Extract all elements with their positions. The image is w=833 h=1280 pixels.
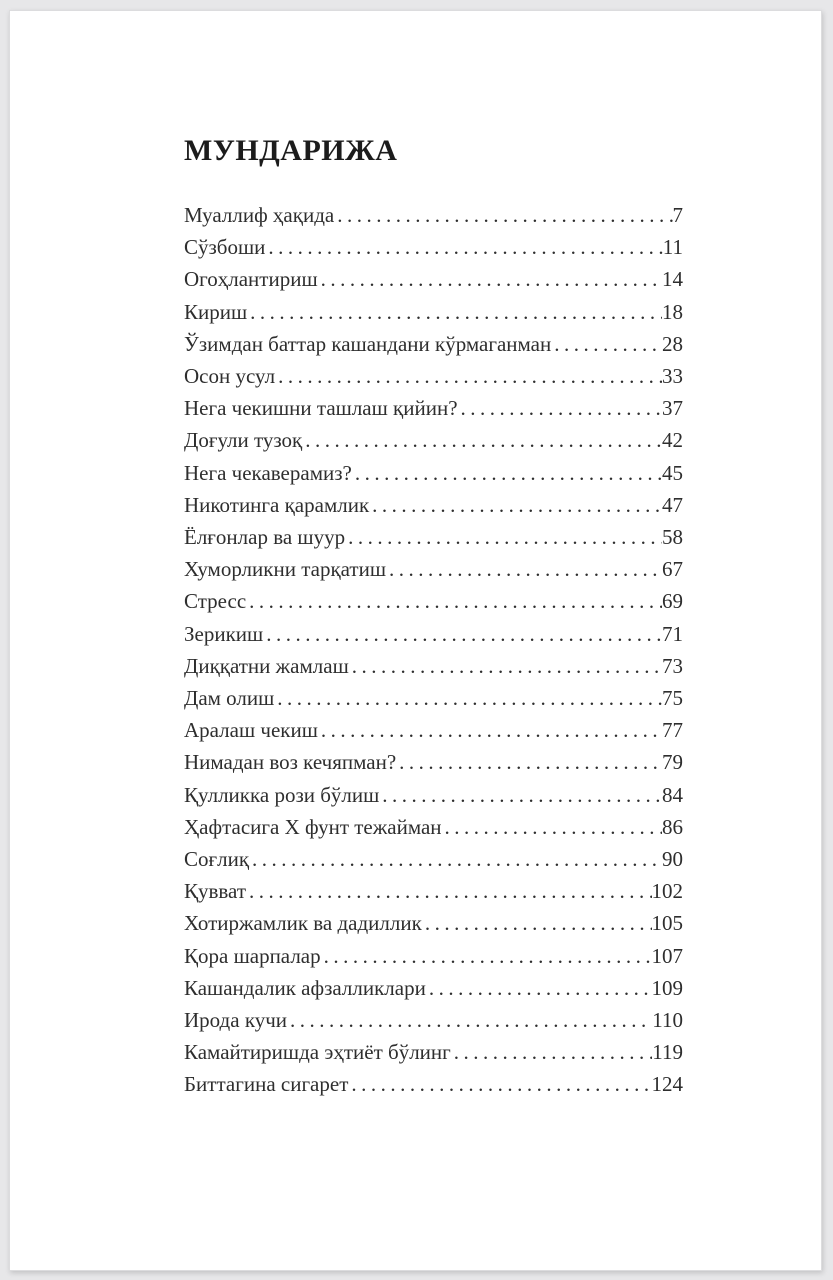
toc-entry xyxy=(184,940,683,972)
toc-entry-page: 11 xyxy=(662,235,683,260)
dot-leader xyxy=(302,424,662,456)
toc-entry xyxy=(184,392,683,424)
toc-entry xyxy=(184,521,683,553)
dot-leader xyxy=(426,972,652,1004)
toc-entry-page: 102 xyxy=(651,879,683,904)
toc-entry-label: Дам олиш xyxy=(184,686,275,711)
dot-leader xyxy=(348,1068,651,1100)
toc-entry-label: Қора шарпалар xyxy=(184,943,321,968)
dot-leader xyxy=(318,263,662,295)
toc-entry-page: 109 xyxy=(651,975,683,1000)
toc-entry xyxy=(184,779,683,811)
toc-entry xyxy=(184,746,683,778)
toc-entry xyxy=(184,1036,683,1068)
toc-entry xyxy=(184,650,683,682)
toc-entry-label: Соғлиқ xyxy=(184,847,250,872)
toc-entry-page: 47 xyxy=(662,492,683,517)
toc-entry-page: 107 xyxy=(651,943,683,968)
dot-leader xyxy=(287,1004,652,1036)
toc-entry-page: 18 xyxy=(662,299,683,324)
toc-entry-page: 14 xyxy=(662,267,683,292)
dot-leader xyxy=(352,457,662,489)
toc-entry-page: 42 xyxy=(662,428,683,453)
toc-entry-label: Кириш xyxy=(184,299,248,324)
toc-entry xyxy=(184,714,683,746)
toc-entry-page: 86 xyxy=(662,814,683,839)
dot-leader xyxy=(334,199,672,231)
dot-leader xyxy=(246,875,651,907)
toc-entry xyxy=(184,907,683,939)
toc-entry-label: Сўзбоши xyxy=(184,235,266,260)
toc-entry-page: 84 xyxy=(662,782,683,807)
book-page xyxy=(9,10,822,1271)
toc-entry-label: Ирода кучи xyxy=(184,1008,288,1033)
toc-entry-page: 75 xyxy=(662,686,683,711)
dot-leader xyxy=(275,360,662,392)
toc-entry-label: Диққатни жамлаш xyxy=(184,653,349,678)
toc-entry xyxy=(184,263,683,295)
toc-entry-label: Нимадан воз кечяпман? xyxy=(184,750,397,775)
toc-entry-label: Аралаш чекиш xyxy=(184,718,318,743)
toc-entry-label: Хуморликни тарқатиш xyxy=(184,557,387,582)
toc-entry-page: 28 xyxy=(662,331,683,356)
toc-entry-label: Зерикиш xyxy=(184,621,264,646)
dot-leader xyxy=(386,553,662,585)
toc-entry xyxy=(184,875,683,907)
toc-entry-page: 37 xyxy=(662,396,683,421)
toc-entry-label: Огоҳлантириш xyxy=(184,267,318,292)
dot-leader xyxy=(396,746,662,778)
toc-entry xyxy=(184,328,683,360)
toc-entry-page: 124 xyxy=(651,1072,683,1097)
toc-entry-page: 45 xyxy=(662,460,683,485)
dot-leader xyxy=(379,779,662,811)
toc-entry xyxy=(184,360,683,392)
toc-entry xyxy=(184,682,683,714)
toc-entry xyxy=(184,1004,683,1036)
dot-leader xyxy=(451,1036,653,1068)
toc-entry-label: Нега чекаверамиз? xyxy=(184,460,352,485)
toc-entry-label: Ёлғонлар ва шуур xyxy=(184,525,346,550)
toc-entry-label: Хотиржамлик ва дадиллик xyxy=(184,911,422,936)
toc-entry xyxy=(184,618,683,650)
dot-leader xyxy=(246,585,662,617)
toc-list xyxy=(184,199,683,1101)
dot-leader xyxy=(442,811,662,843)
dot-leader xyxy=(247,296,662,328)
dot-leader xyxy=(422,907,652,939)
toc-entry-label: Осон усул xyxy=(184,364,276,389)
toc-entry-label: Қувват xyxy=(184,879,247,904)
toc-entry xyxy=(184,811,683,843)
toc-entry-page: 77 xyxy=(662,718,683,743)
toc-entry-page: 79 xyxy=(662,750,683,775)
toc-entry-page: 119 xyxy=(652,1040,683,1065)
toc-entry xyxy=(184,199,683,231)
toc-entry xyxy=(184,296,683,328)
toc-entry-page: 71 xyxy=(662,621,683,646)
toc-entry-page: 33 xyxy=(662,364,683,389)
toc-entry-label: Муаллиф ҳақида xyxy=(184,203,335,227)
dot-leader xyxy=(265,231,662,263)
toc-entry-page: 67 xyxy=(662,557,683,582)
toc-entry-page: 73 xyxy=(662,653,683,678)
toc-entry-page: 58 xyxy=(662,525,683,550)
toc-entry xyxy=(184,457,683,489)
dot-leader xyxy=(263,618,662,650)
dot-leader xyxy=(321,940,652,972)
page-title: МУНДАРИЖА xyxy=(184,134,398,167)
toc-entry-label: Стресс xyxy=(184,589,247,614)
dot-leader xyxy=(249,843,662,875)
toc-entry-label: Кашандалик афзалликлари xyxy=(184,975,426,1000)
toc-entry-label: Ҳафтасига Х фунт тежайман xyxy=(184,814,442,839)
toc-entry xyxy=(184,231,683,263)
toc-entry-page: 90 xyxy=(662,847,683,872)
toc-entry-label: Нега чекишни ташлаш қийин? xyxy=(184,396,458,421)
toc-entry-label: Камайтиришда эҳтиёт бўлинг xyxy=(184,1040,451,1065)
toc-entry xyxy=(184,1068,683,1100)
toc-entry-label: Қулликка рози бўлиш xyxy=(184,782,380,807)
toc-entry-page: 7 xyxy=(672,203,683,227)
dot-leader xyxy=(369,489,662,521)
toc-entry-label: Ўзимдан баттар кашандани кўрмаганман xyxy=(184,331,552,356)
toc-entry-page: 105 xyxy=(651,911,683,936)
toc-entry-label: Доғули тузоқ xyxy=(184,428,303,453)
toc-entry-page: 69 xyxy=(662,589,683,614)
toc-entry-label: Биттагина сигарет xyxy=(184,1072,349,1097)
dot-leader xyxy=(458,392,662,424)
toc-entry xyxy=(184,585,683,617)
toc-entry-label: Никотинга қарамлик xyxy=(184,492,370,517)
dot-leader xyxy=(274,682,662,714)
dot-leader xyxy=(349,650,662,682)
toc-entry xyxy=(184,553,683,585)
toc-entry xyxy=(184,843,683,875)
toc-entry xyxy=(184,489,683,521)
dot-leader xyxy=(551,328,662,360)
toc-entry xyxy=(184,424,683,456)
dot-leader xyxy=(318,714,662,746)
dot-leader xyxy=(345,521,662,553)
toc-entry-page: 110 xyxy=(652,1008,683,1033)
toc-entry xyxy=(184,972,683,1004)
